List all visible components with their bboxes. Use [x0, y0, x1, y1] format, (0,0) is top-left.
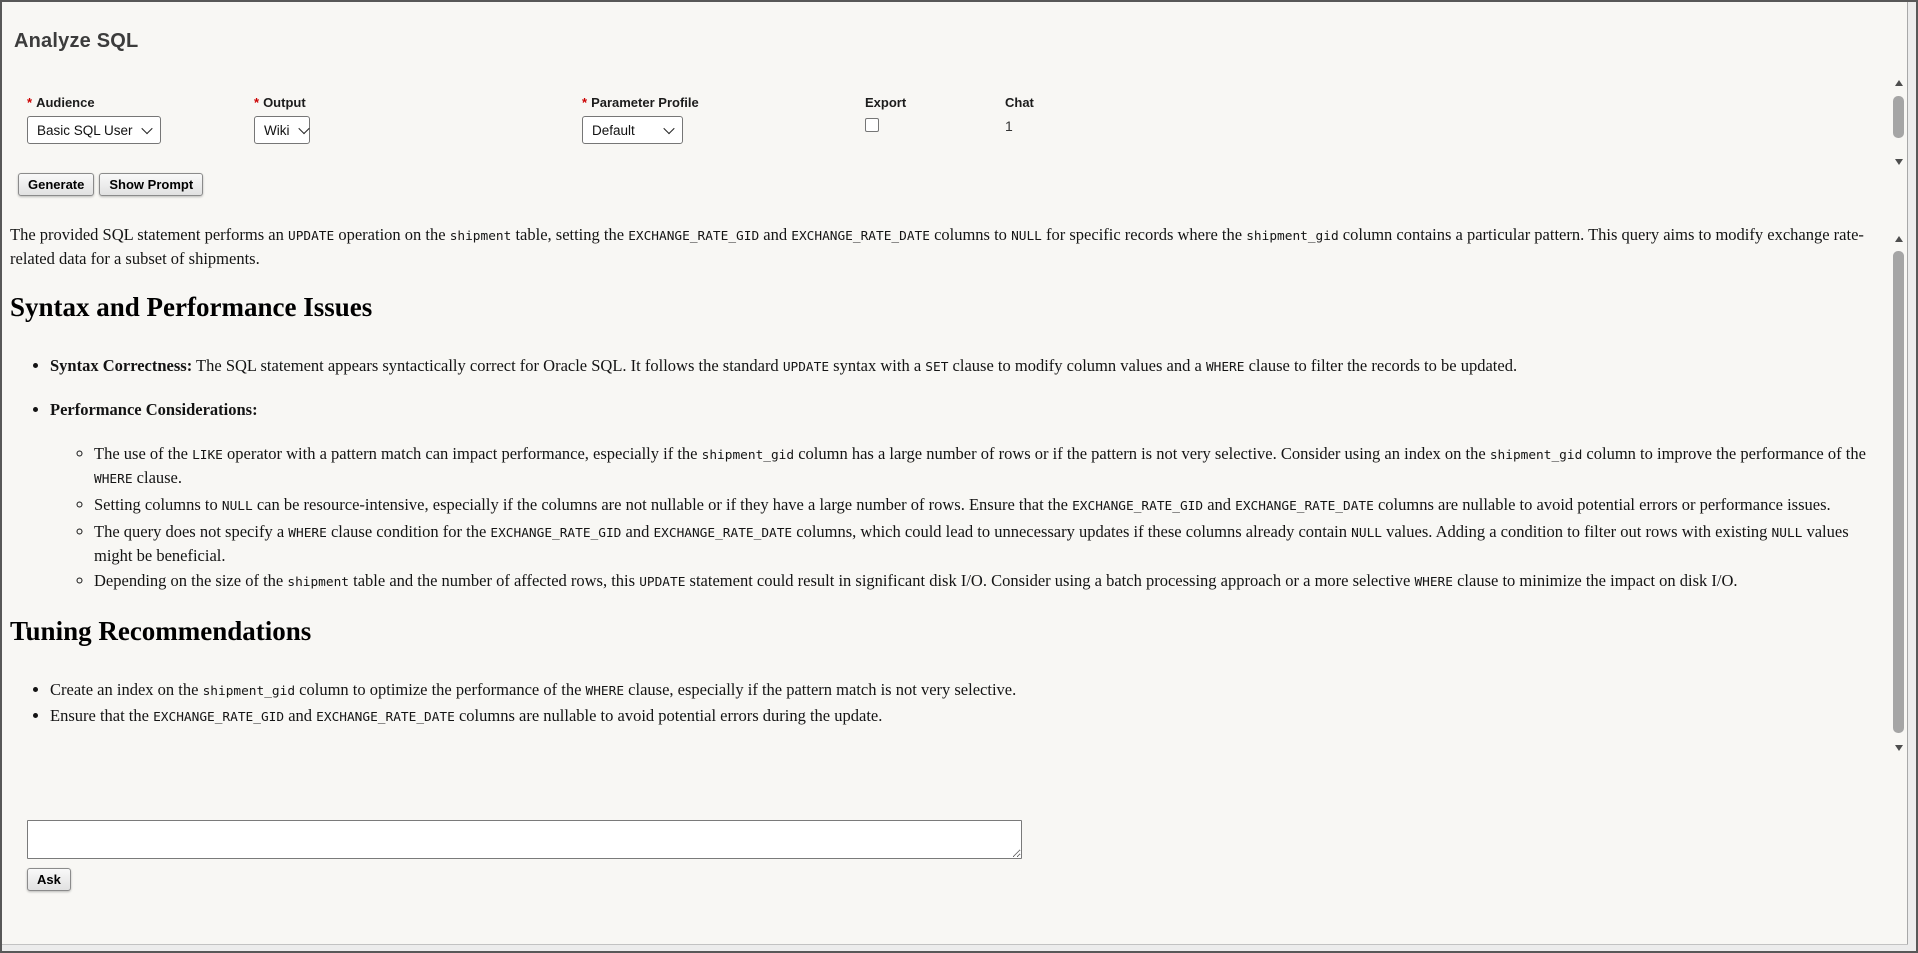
inline-code: UPDATE: [287, 229, 335, 244]
ask-area: [27, 820, 1022, 891]
generate-button[interactable]: Generate: [18, 173, 94, 196]
inline-code: EXCHANGE_RATE_DATE: [1235, 499, 1374, 514]
report-bullet: • Create an index on the shipment_gid column to optimize the performance of the WHERE clause, especially if the pattern match is not very selective.: [50, 679, 1888, 703]
chat-label: Chat: [1005, 95, 1034, 110]
required-marker: *: [27, 95, 33, 110]
inline-code: WHERE: [585, 684, 625, 699]
inline-code: LIKE: [192, 448, 223, 463]
inline-code: NULL: [1011, 229, 1042, 244]
inline-code: NULL: [221, 499, 253, 514]
chevron-down-icon: [298, 123, 309, 134]
inline-code: shipment_gid: [202, 684, 296, 699]
field-audience: [27, 95, 161, 144]
scrollbar-thumb[interactable]: [1893, 251, 1904, 733]
parameter-profile-select-value: Default: [592, 122, 635, 138]
ask-button[interactable]: Ask: [27, 868, 71, 891]
form-scrollbar[interactable]: [1890, 74, 1907, 170]
show-prompt-button[interactable]: Show Prompt: [99, 173, 203, 196]
inline-code: SET: [925, 360, 949, 375]
report-sub-bullet: ◦ The use of the LIKE operator with a pattern match can impact performance, especially if the shipment_gid column has a large number of rows or if the pattern is not very selective. Consider using an index on the shipment_gid column to improve the performance of the WHERE clause.: [94, 443, 1888, 491]
inline-code: UPDATE: [782, 360, 830, 375]
field-export: [865, 95, 906, 132]
inline-code: shipment: [287, 575, 349, 590]
scroll-down-button[interactable]: [1890, 739, 1907, 756]
chevron-down-icon: [663, 123, 674, 134]
section-heading: Syntax and Performance Issues: [10, 292, 373, 322]
inline-code: EXCHANGE_RATE_DATE: [791, 229, 930, 244]
arrow-up-icon: [1895, 236, 1903, 242]
parameter-profile-select[interactable]: [582, 116, 683, 144]
inline-code: WHERE: [1205, 360, 1245, 375]
form-buttons: [18, 173, 203, 196]
inline-code: UPDATE: [639, 575, 686, 590]
required-marker: *: [254, 95, 260, 110]
scroll-down-button[interactable]: [1890, 153, 1907, 170]
inline-code: NULL: [1771, 526, 1803, 541]
export-checkbox[interactable]: [865, 118, 879, 132]
audience-select-value: Basic SQL User: [37, 122, 133, 138]
field-output: [254, 95, 310, 144]
arrow-down-icon: [1895, 159, 1903, 165]
window-right-gutter: [1907, 2, 1916, 951]
bullet-list: [10, 679, 1888, 729]
bold-label: Syntax Correctness:: [50, 356, 193, 375]
scroll-up-button[interactable]: [1890, 74, 1907, 91]
bullet-list: [10, 355, 1888, 594]
audience-label: * Audience: [27, 95, 95, 110]
scroll-up-button[interactable]: [1890, 230, 1907, 247]
report-bullet: • Ensure that the EXCHANGE_RATE_GID and EXCHANGE_RATE_DATE columns are nullable to avoid potential errors during the update.: [50, 705, 1888, 729]
inline-code: EXCHANGE_RATE_DATE: [653, 526, 793, 541]
inline-code: EXCHANGE_RATE_DATE: [316, 710, 455, 725]
output-label: * Output: [254, 95, 306, 110]
field-parameter-profile: [582, 95, 699, 144]
required-marker: *: [582, 95, 588, 110]
inline-code: EXCHANGE_RATE_GID: [490, 526, 622, 541]
parameter-profile-label: * Parameter Profile: [582, 95, 699, 110]
audience-select[interactable]: [27, 116, 161, 144]
ask-input[interactable]: [27, 820, 1022, 859]
window-bottom-gutter: [2, 944, 1908, 951]
report-bullet: [50, 399, 1888, 594]
report-bullet: • Syntax Correctness: The SQL statement appears syntactically correct for Oracle SQL. It follows the standard UPDATE syntax with a SET clause to modify column values and a WHERE clause to filter the records to be updated.: [50, 355, 1888, 379]
chevron-down-icon: [141, 123, 152, 134]
section-heading: Tuning Recommendations: [10, 616, 312, 646]
arrow-up-icon: [1895, 80, 1903, 86]
inline-code: EXCHANGE_RATE_GID: [1072, 499, 1204, 514]
inline-code: EXCHANGE_RATE_GID: [153, 710, 285, 725]
output-select[interactable]: [254, 116, 310, 144]
report-sub-bullet: ◦ Depending on the size of the shipment table and the number of affected rows, this UPDATE statement could result in significant disk I/O. Consider using a batch processing approach or a more selective WHERE clause to minimize the impact on disk I/O.: [94, 570, 1888, 594]
report-sections: [10, 292, 1888, 729]
inline-code: WHERE: [288, 526, 327, 541]
inline-code: EXCHANGE_RATE_GID: [628, 229, 760, 244]
field-chat: [1005, 95, 1034, 134]
sub-bullet-list: [50, 443, 1888, 594]
scrollbar-thumb[interactable]: [1893, 96, 1904, 138]
arrow-down-icon: [1895, 745, 1903, 751]
intro-paragraph: The provided SQL statement performs an UPDATE operation on the shipment table, setting the EXCHANGE_RATE_GID and EXCHANGE_RATE_DATE columns to NULL for specific records where the shipment_gid column contains a particular pattern. This query aims to modify exchange rate-related data for a subset of shipments.: [10, 225, 1864, 268]
chat-value: 1: [1005, 118, 1013, 134]
output-select-value: Wiki: [264, 122, 290, 138]
bold-label: Performance Considerations:: [50, 400, 258, 419]
export-label: Export: [865, 95, 907, 110]
inline-code: shipment: [449, 229, 512, 244]
inline-code: WHERE: [1414, 575, 1453, 590]
report-sub-bullet: ◦ Setting columns to NULL can be resource-intensive, especially if the columns are not nullable or if they have a large number of rows. Ensure that the EXCHANGE_RATE_GID and EXCHANGE_RATE_DATE columns are nullable to avoid potential errors or performance issues.: [94, 494, 1888, 518]
report-sub-bullet: ◦ The query does not specify a WHERE clause condition for the EXCHANGE_RATE_GID and EXCHANGE_RATE_DATE columns, which could lead to unnecessary updates if these columns already contain NULL values. Adding a condition to filter out rows with existing NULL values might be beneficial.: [94, 521, 1888, 567]
inline-code: NULL: [1351, 526, 1382, 541]
page-title: Analyze SQL: [14, 30, 139, 52]
report-scrollbar[interactable]: [1890, 230, 1907, 756]
inline-code: shipment_gid: [701, 448, 795, 463]
inline-code: WHERE: [94, 472, 133, 487]
analysis-report: [10, 224, 1888, 731]
inline-code: shipment_gid: [1246, 229, 1339, 244]
inline-code: shipment_gid: [1489, 448, 1583, 463]
